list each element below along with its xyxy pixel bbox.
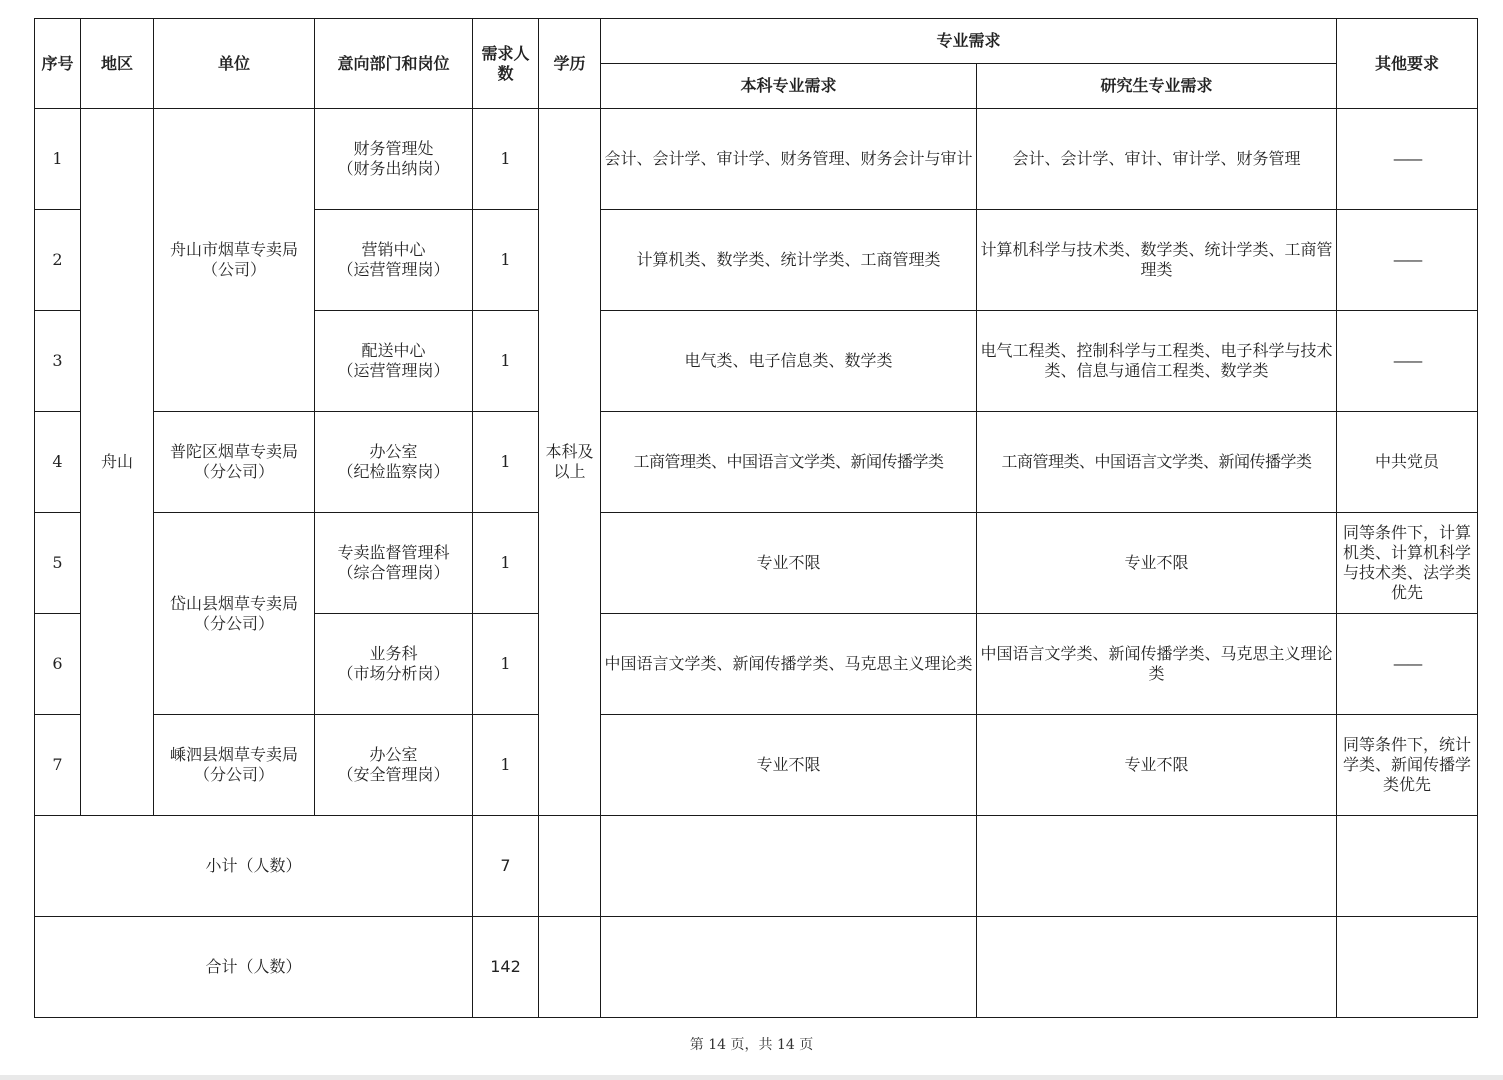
dept-post: （纪检监察岗） [337,462,450,481]
unit-cell: 舟山市烟草专卖局（公司） [154,109,315,412]
total-count: 142 [473,917,539,1018]
header-unit: 单位 [154,19,315,109]
dept-name: 办公室 [369,745,418,764]
count-cell: 1 [473,311,539,412]
empty-cell [1337,917,1478,1018]
seq-cell: 3 [35,311,81,412]
other-cell: 同等条件下，计算机类、计算机科学与技术类、法学类优先 [1337,513,1478,614]
dept-name: 配送中心 [361,341,426,360]
page-footer: 第 14 页，共 14 页 [689,1037,814,1053]
header-count: 需求人数 [473,19,539,109]
undergrad-cell: 工商管理类、中国语言文学类、新闻传播学类 [601,412,977,513]
grad-cell: 工商管理类、中国语言文学类、新闻传播学类 [977,412,1337,513]
header-grad: 研究生专业需求 [977,64,1337,109]
other-cell: —— [1337,311,1478,412]
undergrad-cell: 专业不限 [601,715,977,816]
other-cell: —— [1337,614,1478,715]
seq-cell: 5 [35,513,81,614]
empty-cell [977,917,1337,1018]
count-cell: 1 [473,614,539,715]
recruitment-table [34,18,1478,1018]
dept-post: （综合管理岗） [337,563,450,582]
dept-name: 办公室 [369,442,418,461]
seq-cell: 6 [35,614,81,715]
dept-cell [315,412,473,513]
dept-post: （财务出纳岗） [337,159,450,178]
unit-cell: 普陀区烟草专卖局（分公司） [154,412,315,513]
seq-cell: 7 [35,715,81,816]
unit-cell: 岱山县烟草专卖局（分公司） [154,513,315,715]
undergrad-cell: 计算机类、数学类、统计学类、工商管理类 [601,210,977,311]
dept-name: 业务科 [369,644,418,663]
dept-cell [315,210,473,311]
dept-cell [315,614,473,715]
subtotal-label: 小计（人数） [35,816,473,917]
seq-cell: 1 [35,109,81,210]
grad-cell: 专业不限 [977,715,1337,816]
grad-cell: 专业不限 [977,513,1337,614]
unit-cell: 嵊泗县烟草专卖局（分公司） [154,715,315,816]
count-cell: 1 [473,715,539,816]
dept-cell [315,513,473,614]
grad-cell: 中国语言文学类、新闻传播学类、马克思主义理论类 [977,614,1337,715]
dept-post: （安全管理岗） [337,765,450,784]
header-dept: 意向部门和岗位 [315,19,473,109]
table-row [35,513,1478,614]
count-cell: 1 [473,210,539,311]
dept-cell [315,109,473,210]
empty-cell [601,917,977,1018]
undergrad-cell: 专业不限 [601,513,977,614]
header-major: 专业需求 [601,19,1337,64]
dept-post: （运营管理岗） [337,361,450,380]
table-row [35,715,1478,816]
empty-cell [539,917,601,1018]
dept-name: 专卖监督管理科 [337,543,450,562]
education-cell: 本科及以上 [539,109,601,816]
header-other: 其他要求 [1337,19,1478,109]
other-cell: 中共党员 [1337,412,1478,513]
dept-name: 财务管理处 [353,139,434,158]
count-cell: 1 [473,412,539,513]
dept-post: （运营管理岗） [337,260,450,279]
total-row [35,917,1478,1018]
subtotal-count: 7 [473,816,539,917]
other-cell: —— [1337,210,1478,311]
seq-cell: 2 [35,210,81,311]
bottom-strip [0,1075,1503,1080]
other-cell: —— [1337,109,1478,210]
dept-cell [315,311,473,412]
empty-cell [977,816,1337,917]
dept-post: （市场分析岗） [337,664,450,683]
total-label: 合计（人数） [35,917,473,1018]
seq-cell: 4 [35,412,81,513]
region-cell: 舟山 [81,109,154,816]
header-undergrad: 本科专业需求 [601,64,977,109]
header-edu: 学历 [539,19,601,109]
header-region: 地区 [81,19,154,109]
header-seq: 序号 [35,19,81,109]
undergrad-cell: 会计、会计学、审计学、财务管理、财务会计与审计 [601,109,977,210]
grad-cell: 会计、会计学、审计、审计学、财务管理 [977,109,1337,210]
empty-cell [539,816,601,917]
dept-cell [315,715,473,816]
other-cell: 同等条件下，统计学类、新闻传播学类优先 [1337,715,1478,816]
table-row [35,412,1478,513]
count-cell: 1 [473,109,539,210]
empty-cell [1337,816,1478,917]
undergrad-cell: 电气类、电子信息类、数学类 [601,311,977,412]
subtotal-row [35,816,1478,917]
undergrad-cell: 中国语言文学类、新闻传播学类、马克思主义理论类 [601,614,977,715]
dept-name: 营销中心 [361,240,426,259]
table-row [35,109,1478,210]
header-row-1 [35,19,1478,64]
grad-cell: 计算机科学与技术类、数学类、统计学类、工商管理类 [977,210,1337,311]
empty-cell [601,816,977,917]
count-cell: 1 [473,513,539,614]
grad-cell: 电气工程类、控制科学与工程类、电子科学与技术类、信息与通信工程类、数学类 [977,311,1337,412]
